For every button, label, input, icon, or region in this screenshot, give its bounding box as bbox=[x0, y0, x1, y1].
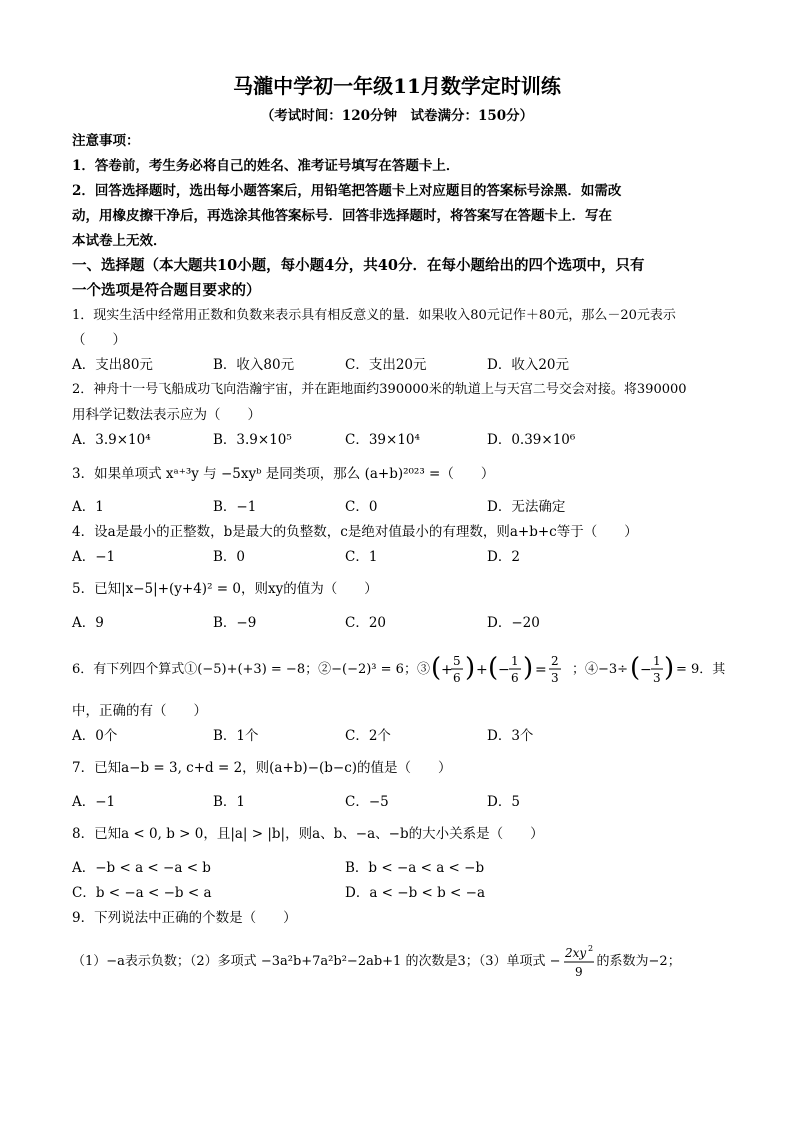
question-5-option-b: B．−9 bbox=[213, 615, 257, 631]
svg-text:6: 6 bbox=[510, 671, 519, 685]
note-item-2-cont: 动，用橡皮擦干净后，再选涂其他答案标号．回答非选择题时，将答案写在答题卡上．写在 bbox=[72, 208, 612, 224]
question-6-stem bbox=[72, 655, 725, 685]
question-2-option-c: C．39×10⁴ bbox=[345, 432, 420, 448]
svg-text:(: ( bbox=[430, 653, 442, 683]
svg-text:−: − bbox=[497, 662, 510, 678]
question-6-stem-mid: ；④−3÷ bbox=[571, 662, 629, 677]
svg-text:): ) bbox=[522, 653, 534, 683]
question-8-option-b: B．b < −a < a < −b bbox=[345, 860, 485, 876]
question-2-stem-cont: 用科学记数法表示应为（ ） bbox=[72, 407, 261, 423]
svg-text:1: 1 bbox=[510, 654, 519, 668]
question-4-stem: 4．设a是最小的正整数，b是最大的负整数，c是绝对值最小的有理数，则a+b+c等于（ ） bbox=[72, 524, 638, 540]
svg-text:(: ( bbox=[630, 653, 641, 683]
question-7-stem: 7．已知a−b = 3, c+d = 2，则(a+b)−(b−c)的值是（ ） bbox=[72, 760, 452, 776]
expression-4-svg bbox=[630, 652, 674, 688]
question-2-option-d: D．0.39×10⁶ bbox=[487, 432, 576, 448]
svg-text:2: 2 bbox=[587, 944, 593, 953]
question-3-option-d: D．无法确定 bbox=[487, 499, 566, 515]
question-7-option-a: A．−1 bbox=[72, 794, 116, 810]
question-7-option-c: C．−5 bbox=[345, 794, 389, 810]
question-5-stem: 5．已知|x−5|+(y+4)² = 0，则xy的值为（ ） bbox=[72, 581, 378, 597]
note-item-2-cont2: 本试卷上无效． bbox=[72, 233, 167, 249]
question-6-option-b: B．1个 bbox=[213, 728, 259, 744]
question-1-option-d: D．收入20元 bbox=[487, 357, 570, 373]
question-6-option-c: C．2个 bbox=[345, 728, 391, 744]
svg-text:): ) bbox=[664, 653, 675, 683]
svg-text:(: ( bbox=[487, 653, 499, 683]
section-heading: 一、选择题（本大题共10小题，每小题4分，共40分．在每小题给出的四个选项中，只有 bbox=[72, 257, 645, 274]
question-1-option-b: B．收入80元 bbox=[213, 357, 295, 373]
svg-text:+: + bbox=[440, 662, 453, 678]
question-8-stem: 8．已知a < 0, b > 0，且|a| > |b|，则a、b、−a、−b的大小关系是（ ） bbox=[72, 826, 544, 842]
svg-text:=: = bbox=[534, 662, 547, 678]
question-6-option-a: A．0个 bbox=[72, 728, 118, 744]
question-1-stem: 1．现实生活中经常用正数和负数来表示具有相反意义的量．如果收入80元记作＋80元，那么－20元表示 bbox=[72, 308, 676, 323]
question-7-option-d: D．5 bbox=[487, 794, 520, 810]
svg-text:9: 9 bbox=[574, 965, 583, 979]
svg-text:5: 5 bbox=[452, 654, 461, 668]
question-5-option-a: A．9 bbox=[72, 615, 104, 631]
question-7-option-b: B．1 bbox=[213, 794, 246, 810]
question-1-option-c: C．支出20元 bbox=[345, 357, 427, 373]
page-title: 马瀧中学初一年级11月数学定时训练 bbox=[233, 74, 561, 98]
question-1-stem-cont: （ ） bbox=[72, 332, 126, 348]
question-3-option-c: C．0 bbox=[345, 499, 378, 515]
question-5-option-d: D．−20 bbox=[487, 615, 540, 631]
section-heading-cont: 一个选项是符合题目要求的） bbox=[72, 282, 261, 299]
question-3-option-b: B．−1 bbox=[213, 499, 257, 515]
question-9-detail-suffix: 的系数为−2； bbox=[596, 954, 681, 969]
question-9-detail bbox=[72, 944, 681, 980]
question-4-option-c: C．1 bbox=[345, 549, 378, 565]
exam-info: （考试时间：120分钟 试卷满分：150分） bbox=[260, 108, 534, 124]
svg-text:2xy: 2xy bbox=[564, 946, 586, 960]
question-4-option-d: D．2 bbox=[487, 549, 520, 565]
svg-text:3: 3 bbox=[550, 671, 559, 685]
question-6-stem-cont: 中，正确的有（ ） bbox=[72, 703, 207, 719]
question-6-stem-prefix: 6．有下列四个算式①(−5)+(+3) = −8；②−(−2)³ = 6；③ bbox=[72, 662, 430, 677]
note-item-1: 1．答卷前，考生务必将自己的姓名、准考证号填写在答题卡上． bbox=[72, 158, 460, 174]
question-3-stem: 3．如果单项式 xᵃ⁺³y 与 −5xyᵇ 是同类项，那么 (a+b)²⁰²³ =（ ） bbox=[72, 466, 495, 482]
svg-text:6: 6 bbox=[452, 671, 461, 685]
svg-text:2: 2 bbox=[550, 654, 559, 668]
question-1-option-a: A．支出80元 bbox=[72, 357, 153, 373]
svg-text:3: 3 bbox=[653, 671, 661, 685]
question-2-stem: 2．神舟十一号飞船成功飞向浩瀚宇宙，并在距地面约390000米的轨道上与天宫二号交会对接。将390000 bbox=[72, 382, 687, 397]
expression-3-svg bbox=[431, 652, 571, 688]
question-9-stem: 9．下列说法中正确的个数是（ ） bbox=[72, 910, 297, 926]
svg-text:+: + bbox=[475, 662, 488, 678]
question-8-option-c: C．b < −a < −b < a bbox=[72, 885, 212, 901]
question-2-option-b: B．3.9×10⁵ bbox=[213, 432, 292, 448]
svg-text:1: 1 bbox=[653, 654, 661, 668]
note-item-2: 2．回答选择题时，选出每小题答案后，用铅笔把答题卡上对应题目的答案标号涂黑．如需改 bbox=[72, 183, 622, 199]
question-4-option-a: A．−1 bbox=[72, 549, 116, 565]
question-9-detail-prefix: （1）−a表示负数；（2）多项式 −3a²b+7a²b²−2ab+1 的次数是3；（3）单项式 − bbox=[72, 954, 561, 969]
question-2-option-a: A．3.9×10⁴ bbox=[72, 432, 151, 448]
question-8-option-a: A．−b < a < −a < b bbox=[72, 860, 211, 876]
notes-heading: 注意事项： bbox=[72, 133, 140, 149]
question-4-option-b: B．0 bbox=[213, 549, 246, 565]
svg-text:): ) bbox=[464, 653, 476, 683]
question-6-option-d: D．3个 bbox=[487, 728, 534, 744]
question-8-option-d: D．a < −b < b < −a bbox=[345, 885, 486, 901]
question-6-stem-suffix: = 9．其 bbox=[676, 662, 726, 677]
question-5-option-c: C．20 bbox=[345, 615, 387, 631]
svg-text:−: − bbox=[640, 662, 652, 678]
question-3-option-a: A．1 bbox=[72, 499, 104, 515]
monomial-fraction-svg bbox=[563, 943, 595, 981]
